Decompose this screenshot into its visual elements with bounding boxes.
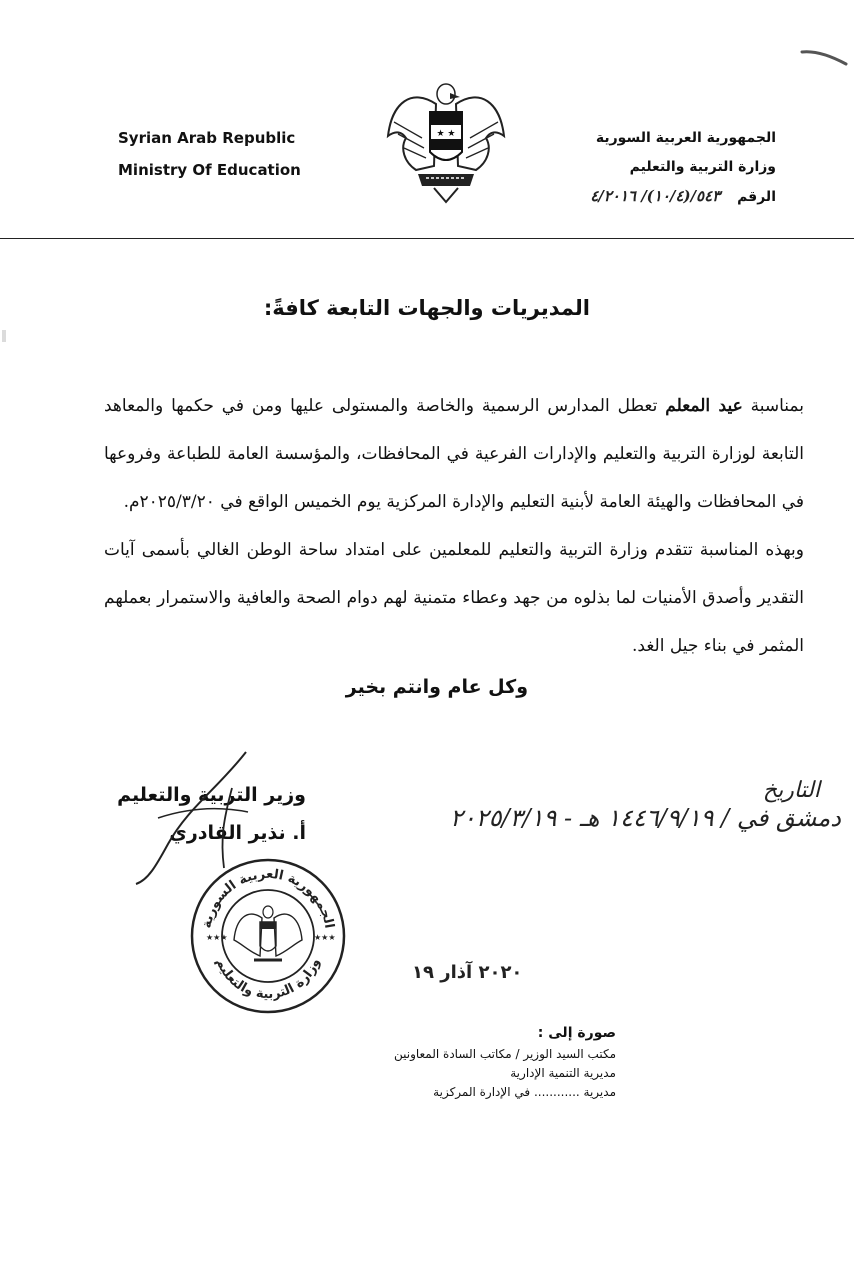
ministry-seal-icon [188,856,348,1016]
copies-to-block [394,1024,616,1102]
copy-recipient-2: مديرية التنمية الإدارية [510,1066,616,1080]
svg-text:★ ★: ★ ★ [436,129,456,139]
ministry-name-en: Ministry Of Education [118,161,301,179]
reference-value: ٥٤٣/(١٠/٤)/ ٤/٢٠١٦ [590,187,721,205]
syrian-eagle-emblem-icon [382,78,510,206]
body-paragraph-1-text: تعطل المدارس الرسمية والخاصة والمستولى عليها ومن في حكمها والمعاهد التابعة لوزارة التربية والتعليم والإدارات الفرعية في المحافظات، والمؤسسة العامة للطباعة وفروعها في المحافظات والهيئة العامة لأبنية التعليم والإدارة المركزية يوم الخميس الواقع في ٢٠٢٥/٣/٢٠م. [104,396,804,512]
svg-text:★★★: ★★★ [206,933,228,942]
country-name-ar: الجمهورية العربية السورية [595,130,776,146]
body-paragraph-1 [104,382,804,526]
scan-artifact [2,330,6,342]
header-arabic [590,124,776,212]
seal-outer-text: الجمهورية العربية السورية [199,866,337,930]
letter-body [104,382,804,670]
handwritten-date-line: دمشق في / ١٤٤٦/٩/١٩ هـ - ٢٠٢٥/٣/١٩ [450,804,841,832]
seal-inner-text: وزارة التربية والتعليم [212,956,324,1003]
signatory-title: وزير التربية والتعليم [117,784,306,806]
pen-stroke-mark [800,46,850,68]
svg-text:وزارة التربية والتعليم [213,956,324,1002]
copy-recipient-3: مديرية ............ في الإدارة المركزية [433,1085,616,1099]
signatory-name: أ. نذير القادري [169,822,306,844]
body-paragraph-2: وبهذه المناسبة تتقدم وزارة التربية والتعليم للمعلمين على امتداد ساحة الوطن الغالي بأسمى آيات التقدير وأصدق الأمنيات لما بذلوه من جهد وعطاء متمنية لهم دوام الصحة والعافية والاستمرار بعملهم المثمر في بناء جيل الغد. [104,540,804,656]
header-english [118,122,301,186]
svg-text:★★★: ★★★ [314,933,336,942]
header-divider [0,238,854,239]
addressee-line: المديريات والجهات التابعة كافةً: [263,296,590,320]
ministry-name-ar: وزارة التربية والتعليم [629,159,776,175]
handwritten-date-label: التاريخ [762,778,820,803]
closing-greeting: وكل عام وانتم بخير [345,676,528,698]
country-name-en: Syrian Arab Republic [118,129,296,147]
stamped-date: ٢٠٢٠ آذار ١٩ [412,962,523,983]
copies-title: صورة إلى : [537,1025,616,1041]
occasion-name: عيد المعلم [665,396,743,416]
reference-label: الرقم [737,189,776,205]
copy-recipient-1: مكتب السيد الوزير / مكاتب السادة المعاونين [393,1047,616,1061]
body-intro: بمناسبة [742,396,804,416]
reference-number [590,182,776,212]
